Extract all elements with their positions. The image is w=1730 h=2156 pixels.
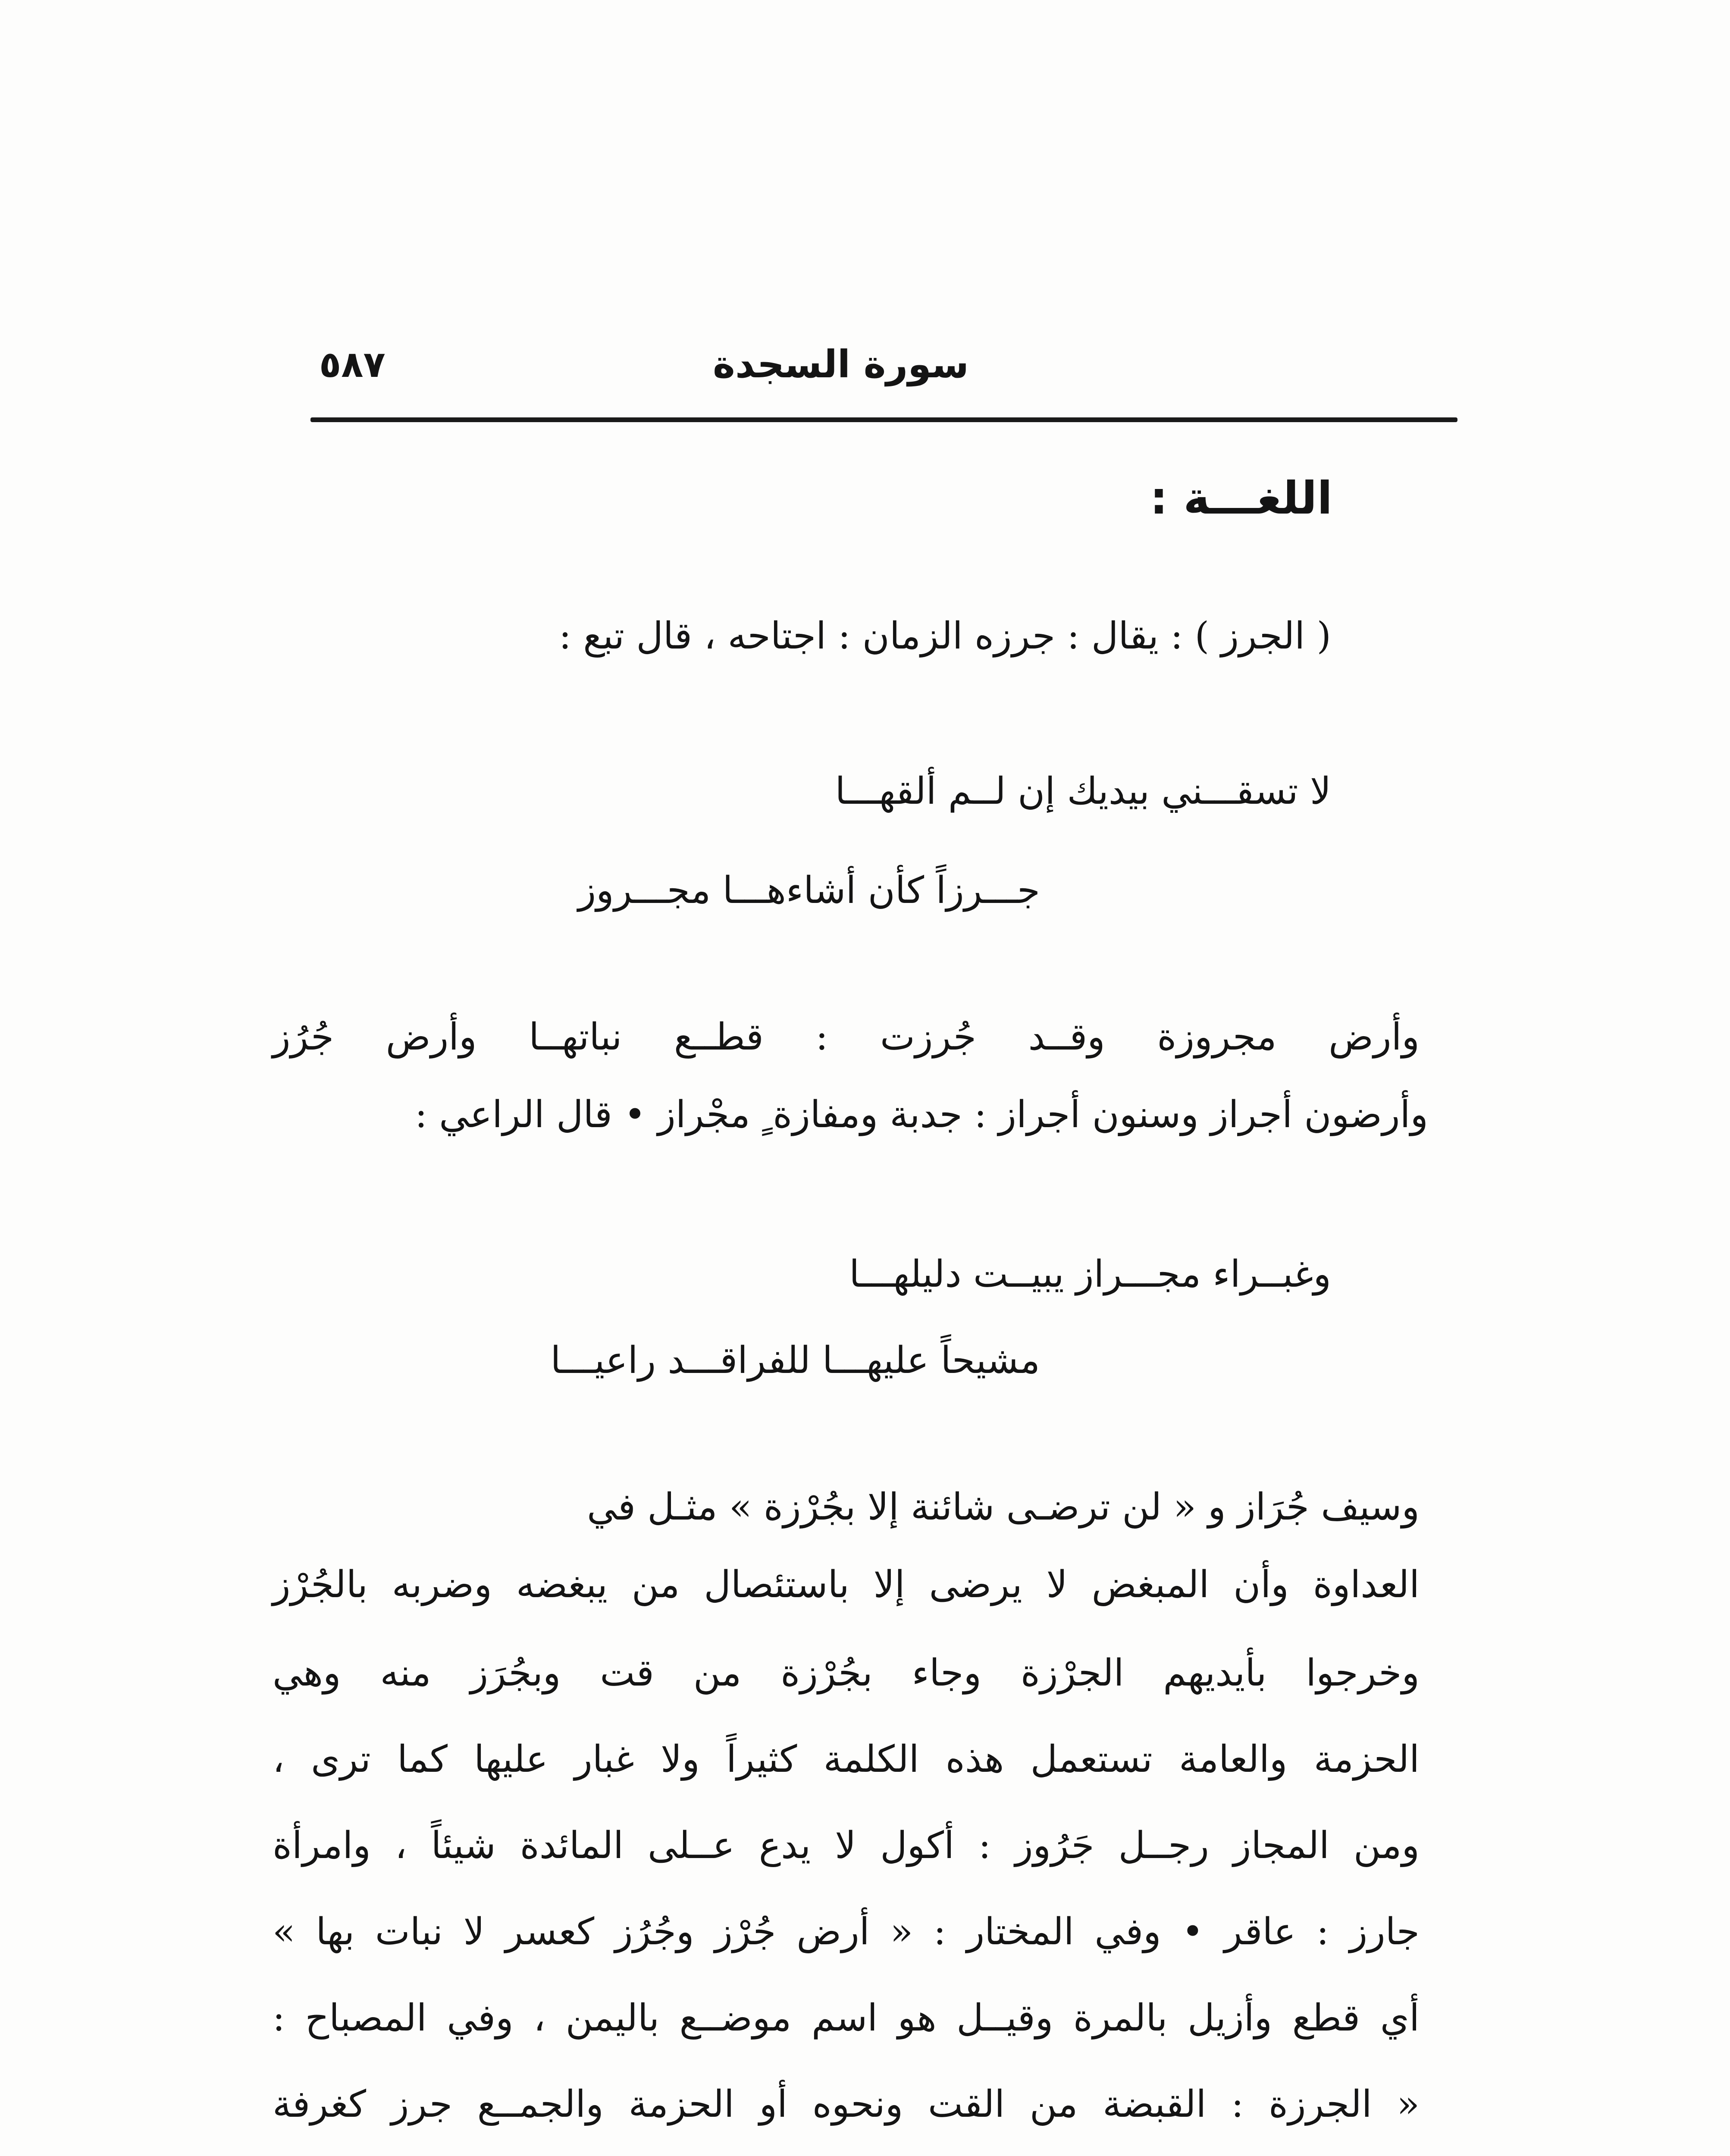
paragraph1-line: وأرض مجروزة وقــد جُرزت : قطــع نباتهــا وأرض جُرُز (273, 1015, 1420, 1059)
running-header-title: سورة السجدة (713, 342, 969, 386)
verse1-line1: لا تسقـــني بيديك إن لــم ألقهـــا (835, 770, 1331, 813)
page-number: ٥٨٧ (319, 343, 385, 385)
paragraph2-line: أي قطع وأزيل بالمرة وقيــل هو اسم موضــع باليمن ، وفي المصباح : (273, 1996, 1420, 2040)
verse1-line2: جـــرزاً كأن أشاءهـــا مجـــروز (578, 869, 1040, 912)
paragraph2-line: ومن المجاز رجــل جَرُوز : أكول لا يدع عــلى المائدة شيئاً ، وامرأة (273, 1824, 1420, 1867)
section-heading: اللغـــة : (1150, 472, 1332, 524)
verse2-line2: مشيحاً عليهـــا للفراقـــد راعيـــا (550, 1339, 1040, 1382)
paragraph1-line: وأرضون أجراز وسنون أجراز : جدبة ومفازة ٍ مجْراز • قال الراعي : (414, 1093, 1428, 1136)
header-divider (310, 417, 1457, 422)
paragraph2-line: جارز : عاقر • وفي المختار : « أرض جُرْز وجُرُز كعسر لا نبات بها » (273, 1910, 1420, 1953)
paragraph2-line: العداوة وأن المبغض لا يرضى إلا باستئصال من يبغضه وضربه بالجُرْز (273, 1563, 1420, 1606)
paragraph2-line: وسيف جُرَاز و « لن ترضـى شائنة إلا بجُرْزة » مثـل في (587, 1485, 1420, 1529)
paragraph2-line: الحزمة والعامة تستعمل هذه الكلمة كثيراً ولا غبار عليها كما ترى ، (273, 1738, 1420, 1781)
paragraph2-line: « الجرزة : القبضة من القت ونحوه أو الحزمة والجمــع جرز كغرفة (273, 2083, 1420, 2126)
entry-intro-line: ( الجرز ) : يقال : جرزه الزمان : اجتاحه ، قال تبع : (559, 614, 1331, 658)
verse2-line1: وغبــراء مجـــراز يبيــت دليلهـــا (849, 1253, 1331, 1296)
paragraph2-line: وخرجوا بأيديهم الجرْزة وجاء بجُرْزة من قت وبجُرَز منه وهي (273, 1651, 1420, 1695)
